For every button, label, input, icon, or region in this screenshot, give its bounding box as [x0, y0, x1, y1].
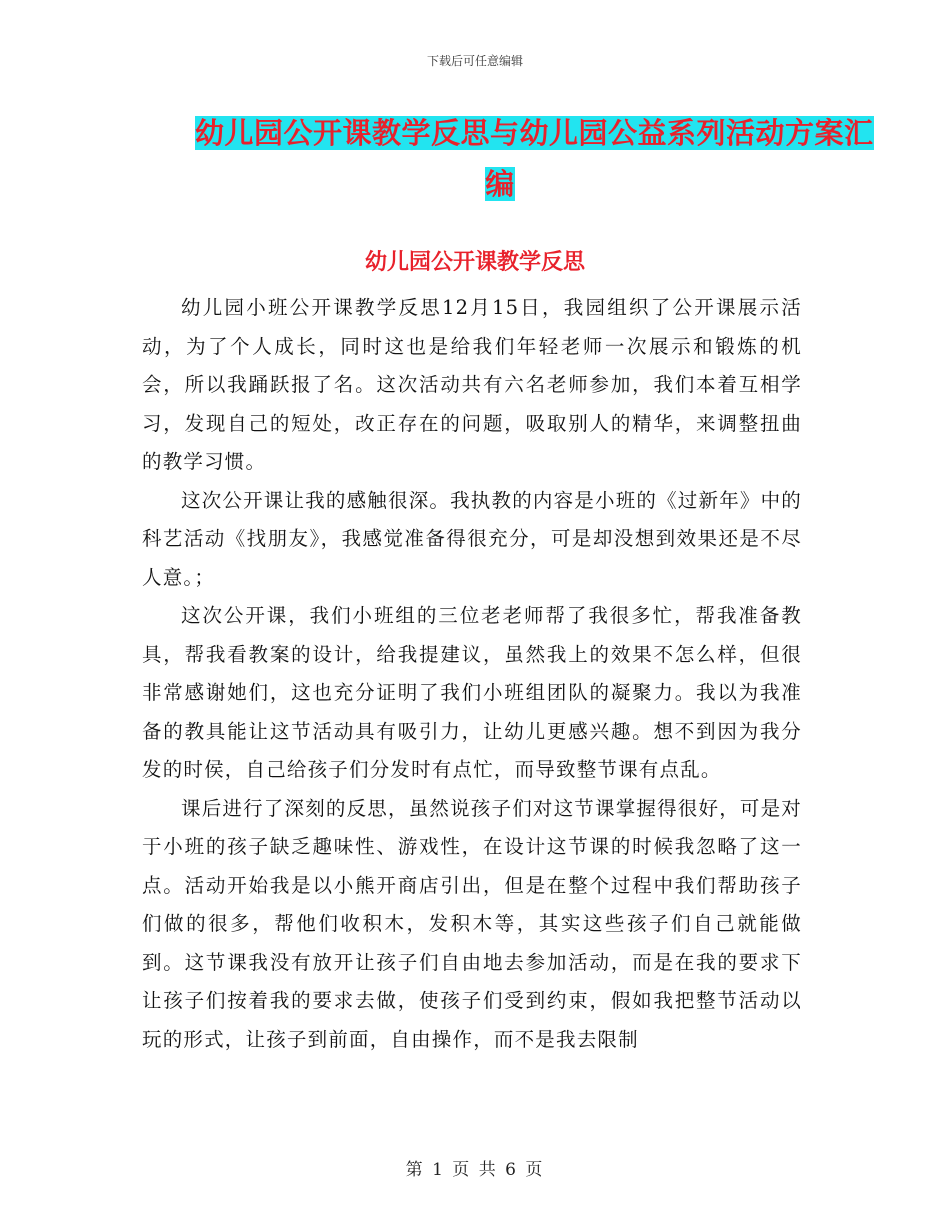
title-highlight-1: 幼儿园公开课教学反思与幼儿园公益系列活动方案汇 — [195, 116, 874, 150]
paragraph: 课后进行了深刻的反思，虽然说孩子们对这节课掌握得很好，可是对于小班的孩子缺乏趣味性、游戏性，在设计这节课的时候我忽略了这一点。活动开始我是以小熊开商店引出，但是在整个过程中我们帮助孩子们做的很多，帮他们收积木，发积木等，其实这些孩子们自己就能做到。这节课我没有放开让孩子们自由地去参加活动，而是在我的要求下让孩子们按着我的要求去做，使孩子们受到约束，假如我把整节活动以玩的形式，让孩子到前面，自由操作，而不是我去限制 — [142, 796, 803, 1051]
page-header-note: 下载后可任意编辑 — [426, 54, 523, 68]
paragraph: 这次公开课，我们小班组的三位老老师帮了我很多忙，帮我准备教具，帮我看教案的设计，给我提建议，虽然我上的效果不怎么样，但很非常感谢她们，这也充分证明了我们小班组团队的凝聚力。我以为我准备的教具能让这节活动具有吸引力，让幼儿更感兴趣。想不到因为我分发的时侯，自己给孩子们分发时有点忙，而导致整节课有点乱。 — [142, 604, 802, 781]
section-heading: 幼儿园公开课教学反思 — [364, 250, 585, 275]
page-footer: 第 1 页 共 6 页 — [405, 1160, 545, 1180]
document-title-line-1 — [195, 108, 874, 159]
document-title-line-2 — [195, 159, 805, 210]
body-text — [142, 289, 802, 1059]
paragraph: 幼儿园小班公开课教学反思12月15日，我园组织了公开课展示活动，为了个人成长，同时这也是给我们年轻老师一次展示和锻炼的机会，所以我踊跃报了名。这次活动共有六名老师参加，我们本着互相学习，发现自己的短处，改正存在的问题，吸取别人的精华，来调整扭曲的教学习惯。 — [142, 296, 802, 473]
paragraph: 这次公开课让我的感触很深。我执教的内容是小班的《过新年》中的科艺活动《找朋友》，我感觉准备得很充分，可是却没想到效果还是不尽人意。； — [142, 488, 803, 589]
document-title — [195, 108, 874, 210]
title-highlight-2: 编 — [485, 167, 515, 201]
